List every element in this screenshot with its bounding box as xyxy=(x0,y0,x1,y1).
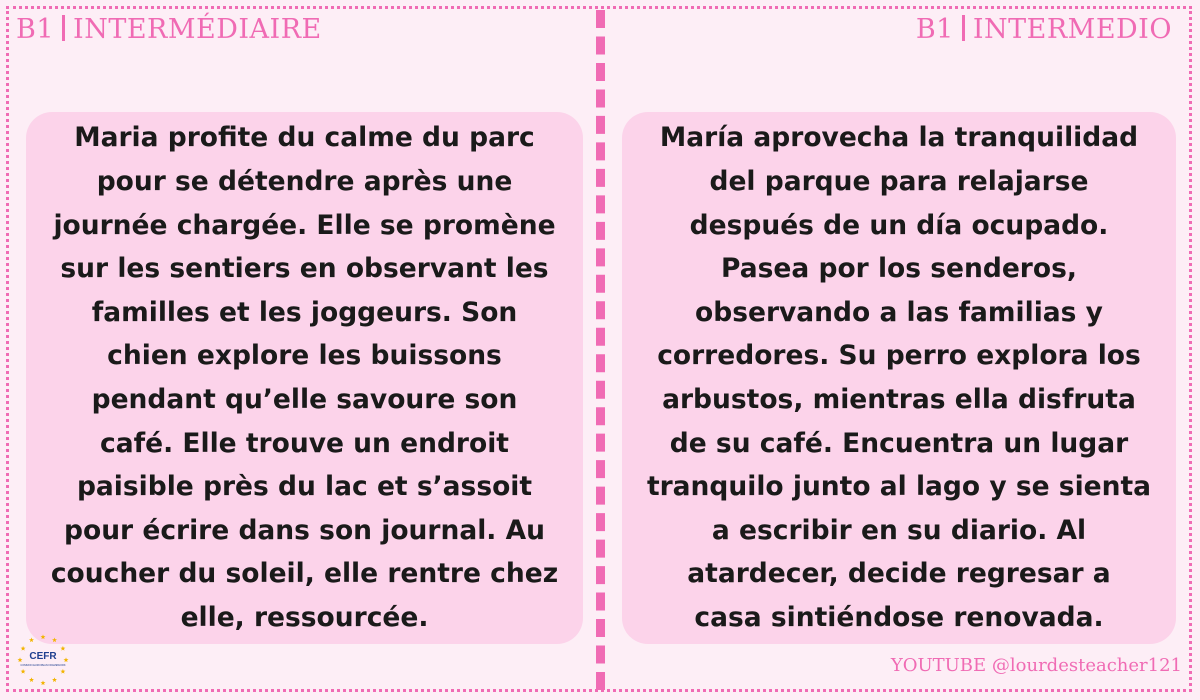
text-line: de su café. Encuentra un lugar xyxy=(669,427,1129,459)
star-icon xyxy=(29,677,34,682)
cefr-logo-subtitle: COMMON EUROPEAN FRAMEWORK xyxy=(20,664,66,667)
text-line: atardecer, decide regresar a xyxy=(687,558,1111,590)
star-icon xyxy=(21,669,26,674)
text-line: pour écrire dans son journal. Au xyxy=(64,514,545,546)
text-line: Pasea por los senderos, xyxy=(721,253,1077,285)
text-line: café. Elle trouve un endroit xyxy=(100,427,509,459)
text-line: después de un día ocupado. xyxy=(689,209,1109,241)
level-name: INTERMEDIO xyxy=(972,14,1172,45)
youtube-channel-label: YOUTUBE @lourdesteacher121 xyxy=(890,655,1182,676)
text-line: observando a las familias y xyxy=(695,296,1103,328)
text-line: paisible près du lac et s’assoit xyxy=(76,471,533,503)
text-line: journée chargée. Elle se promène xyxy=(53,209,556,241)
star-icon xyxy=(41,634,46,639)
text-line: elle, ressourcée. xyxy=(180,601,429,633)
cefr-logo xyxy=(14,632,72,688)
level-separator xyxy=(62,15,65,41)
eu-stars-icon xyxy=(14,632,72,688)
text-line: pour se détendre après une xyxy=(96,166,513,198)
text-line: chien explore les buissons xyxy=(107,340,502,372)
text-line: corredores. Su perro explora los xyxy=(657,340,1141,372)
text-line: coucher du soleil, elle rentre chez xyxy=(50,558,559,590)
text-line: a escribir en su diario. Al xyxy=(711,514,1087,546)
star-icon xyxy=(29,637,34,642)
star-icon xyxy=(41,680,46,685)
spanish-text-card xyxy=(622,112,1176,644)
star-icon xyxy=(60,669,65,674)
french-paragraph xyxy=(51,116,558,639)
text-line: casa sintiéndose renovada. xyxy=(694,601,1104,633)
level-code: B1 xyxy=(915,14,954,45)
star-icon xyxy=(52,637,57,642)
level-heading-spanish xyxy=(916,14,1172,45)
star-icon xyxy=(60,646,65,651)
text-line: del parque para relajarse xyxy=(709,166,1089,198)
center-divider xyxy=(596,10,605,690)
text-line: arbustos, mientras ella disfruta xyxy=(662,384,1136,415)
text-line: pendant qu’elle savoure son xyxy=(91,384,518,415)
french-text-card xyxy=(26,112,583,644)
star-icon xyxy=(64,657,69,662)
cefr-logo-title: CEFR xyxy=(29,651,57,662)
text-line: tranquilo junto al lago y se sienta xyxy=(646,471,1152,503)
level-heading-french xyxy=(16,14,322,45)
star-icon xyxy=(21,646,26,651)
text-line: Maria profite du calme du parc xyxy=(74,122,535,154)
text-line: sur les sentiers en observant les xyxy=(60,253,549,285)
level-code: B1 xyxy=(16,14,55,45)
level-name: INTERMÉDIAIRE xyxy=(73,14,322,45)
star-icon xyxy=(52,677,57,682)
text-line: familles et les joggeurs. Son xyxy=(91,296,518,328)
level-separator xyxy=(962,15,965,41)
spanish-paragraph xyxy=(647,116,1151,639)
star-icon xyxy=(18,657,23,662)
text-line: María aprovecha la tranquilidad xyxy=(659,122,1139,154)
